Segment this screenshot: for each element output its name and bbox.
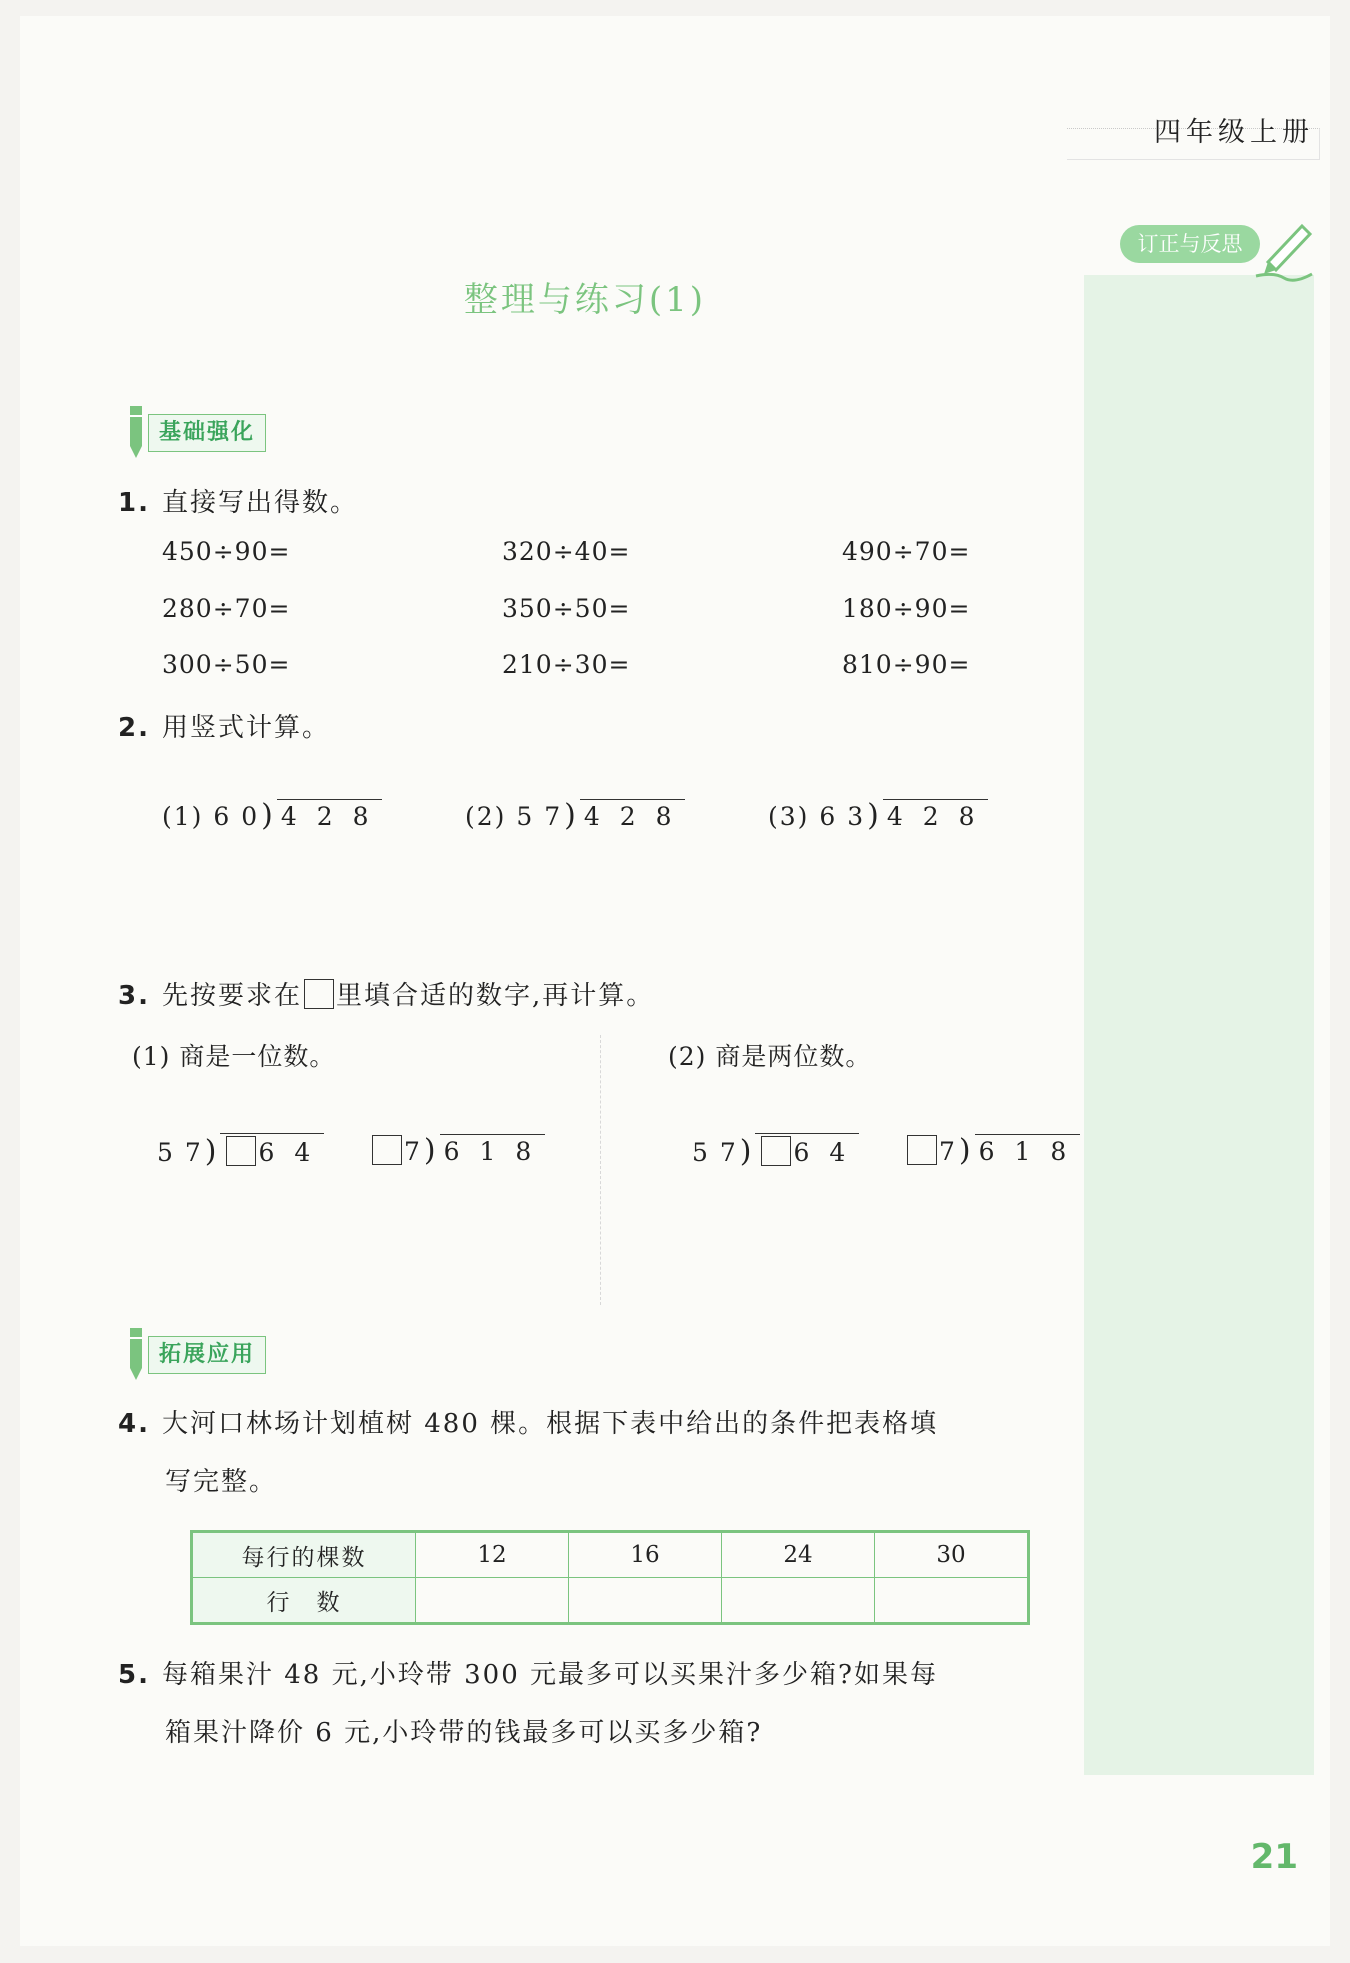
calc-item: 450÷90= <box>162 537 291 566</box>
calc-item: 210÷30= <box>502 650 631 679</box>
question-4 <box>118 1403 938 1440</box>
page-number: 21 <box>1250 1837 1298 1877</box>
divisor: 6 0 <box>213 802 260 831</box>
correction-column <box>1084 275 1314 1775</box>
table-row <box>192 1578 1029 1624</box>
pen-icon <box>1254 218 1314 282</box>
blank-box[interactable] <box>372 1135 402 1165</box>
divisor-tail: 7 <box>404 1137 422 1166</box>
table-row <box>192 1532 1029 1578</box>
calc-item: 810÷90= <box>842 650 971 679</box>
dividend: 4 2 8 <box>580 799 686 831</box>
question-2 <box>118 707 330 744</box>
long-division: 7) 6 1 8 <box>905 1133 1080 1168</box>
question-number: 5. <box>118 1660 150 1690</box>
table-cell: 30 <box>875 1532 1029 1578</box>
part-1-label: (1) 商是一位数。 <box>132 1042 336 1071</box>
question-text: 大河口林场计划植树 480 棵。根据下表中给出的条件把表格填 <box>161 1409 939 1439</box>
tree-table <box>190 1530 1030 1625</box>
dividend: 4 2 8 <box>883 799 989 831</box>
correction-label: 订正与反思 <box>1120 225 1260 263</box>
dividend-tail: 6 4 <box>793 1138 852 1167</box>
answer-cell[interactable] <box>416 1578 569 1624</box>
question-text-line2: 箱果汁降价 6 元,小玲带的钱最多可以买多少箱? <box>165 1718 763 1748</box>
blank-box[interactable] <box>226 1136 256 1166</box>
blank-box[interactable] <box>907 1135 937 1165</box>
dividend: 4 2 8 <box>277 799 383 831</box>
question-number: 1. <box>118 488 150 518</box>
long-division: 5 7) 6 4 <box>692 1133 859 1169</box>
long-division: 5 7) 6 4 <box>157 1133 324 1169</box>
long-division: (1) 6 0) 4 2 8 <box>162 798 382 833</box>
calc-item: 180÷90= <box>842 594 971 623</box>
divisor: 5 7 <box>692 1138 738 1167</box>
grade-label: 四年级上册 <box>1154 117 1314 148</box>
item-label: (2) <box>465 802 507 831</box>
dashed-divider <box>600 1035 601 1305</box>
calc-item: 280÷70= <box>162 594 291 623</box>
question-text: 直接写出得数。 <box>161 488 358 518</box>
divisor-tail: 7 <box>939 1137 957 1166</box>
question-3 <box>118 975 654 1012</box>
item-label: (1) <box>162 802 204 831</box>
table-cell: 12 <box>416 1532 569 1578</box>
question-text: 先按要求在 <box>161 981 302 1011</box>
pencil-icon <box>120 1324 150 1384</box>
row-header: 每行的棵数 <box>192 1532 416 1578</box>
question-number: 4. <box>118 1409 150 1439</box>
answer-cell[interactable] <box>722 1578 875 1624</box>
question-1 <box>118 482 358 519</box>
pencil-icon <box>120 402 150 462</box>
question-text-line2: 写完整。 <box>165 1467 278 1497</box>
item-label: (3) <box>768 802 810 831</box>
blank-box[interactable] <box>304 979 334 1009</box>
calc-item: 300÷50= <box>162 650 291 679</box>
question-text: 每箱果汁 48 元,小玲带 300 元最多可以买果汁多少箱?如果每 <box>161 1660 938 1690</box>
divisor: 5 7 <box>157 1138 203 1167</box>
divisor: 5 7 <box>516 802 563 831</box>
long-division: 7) 6 1 8 <box>370 1133 545 1168</box>
question-number: 3. <box>118 981 150 1011</box>
table-cell: 24 <box>722 1532 875 1578</box>
long-division: (3) 6 3) 4 2 8 <box>768 798 988 833</box>
section-extend-label: 拓展应用 <box>148 1336 266 1374</box>
section-basic-label: 基础强化 <box>148 414 266 452</box>
question-text: 用竖式计算。 <box>161 713 330 743</box>
dividend: 6 1 8 <box>440 1134 546 1166</box>
page-title: 整理与练习(1) <box>463 280 707 320</box>
question-number: 2. <box>118 713 150 743</box>
blank-box[interactable] <box>761 1136 791 1166</box>
divisor: 6 3 <box>819 802 866 831</box>
row-header: 行 数 <box>192 1578 416 1624</box>
dividend-tail: 6 4 <box>258 1138 317 1167</box>
answer-cell[interactable] <box>569 1578 722 1624</box>
question-text: 里填合适的数字,再计算。 <box>335 981 655 1011</box>
long-division: (2) 5 7) 4 2 8 <box>465 798 685 833</box>
table-cell: 16 <box>569 1532 722 1578</box>
calc-item: 350÷50= <box>502 594 631 623</box>
part-2-label: (2) 商是两位数。 <box>668 1042 872 1071</box>
calc-item: 490÷70= <box>842 537 971 566</box>
dividend: 6 1 8 <box>975 1134 1081 1166</box>
calc-item: 320÷40= <box>502 537 631 566</box>
question-5 <box>118 1654 938 1691</box>
answer-cell[interactable] <box>875 1578 1029 1624</box>
